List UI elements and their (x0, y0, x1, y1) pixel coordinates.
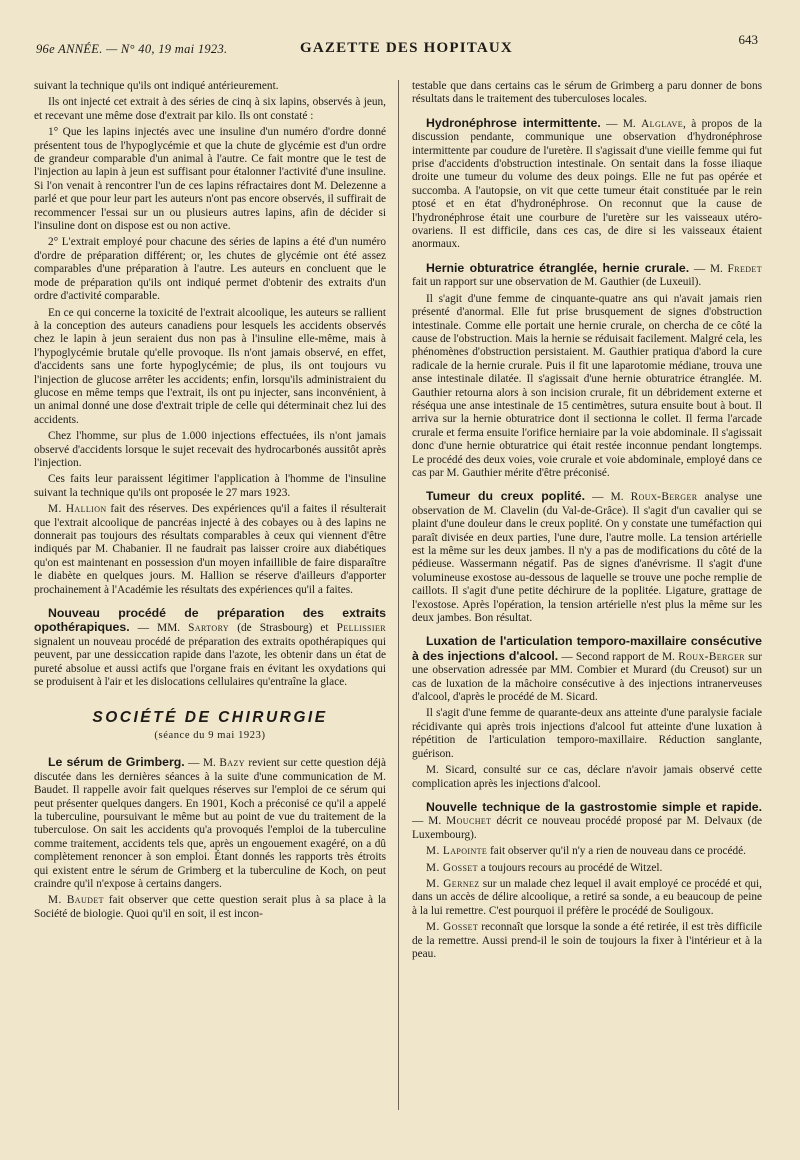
author-name: Roux-Berger (678, 650, 745, 663)
author-name: Bazy (219, 757, 245, 770)
paragraph: Ils ont injecté cet extrait à des séries de cinq à six lapins, observés à jeun, et recevant une même dose d'extrait par kilo. Ils ont constaté : (34, 96, 386, 122)
paragraph (412, 862, 762, 875)
section-title: Le sérum de Grimberg. (48, 755, 185, 770)
section-text: signalent un nouveau procédé de préparation des extraits opothérapiques qui peuvent, par une dessiccation rapide dans l'azote, les obtenir dans un état de pureté absolue et aussi actifs que l'organe frais en évitant les oxydations qui se produisent à l'air et les dislocations cellulaires qu'entraîne la glace. (34, 635, 386, 689)
paragraph-text: sur un malade chez lequel il avait employé ce procédé et qui, dans un accès de délire alcoolique, a retiré sa sonde, a eu beaucoup de peine à la lui remettre. C'est pourquoi il préfère le procédé de Souligoux. (412, 877, 762, 917)
section-hernie (412, 262, 762, 290)
paragraph (412, 878, 762, 918)
dash: — Second rapport de M. (558, 650, 679, 663)
column-divider (398, 80, 399, 1110)
paragraph-text: reconnaît que lorsque la sonde a été retirée, il est très difficile de la remettre. Aussi prend-il le soin de toujours la fixer à l'intérieur et à la peau. (412, 921, 763, 960)
dash: — M. (412, 815, 447, 828)
section-text: fait un rapport sur une observation de M. Gauthier (de Luxeuil). (412, 276, 702, 289)
dash: — MM. (129, 622, 189, 635)
text-mid: (de Strasbourg) et (229, 622, 337, 635)
paragraph (34, 503, 386, 597)
author-name: M. Baudet (48, 894, 104, 907)
author-name: M. Lapointe (426, 845, 488, 858)
section-title: Nouveau procédé de préparation des extraits opothérapiques. (34, 606, 386, 635)
section-title: Hernie obturatrice étranglée, hernie crurale. (426, 260, 690, 275)
seance-date: (séance du 9 mai 1923) (154, 729, 266, 741)
paragraph: Chez l'homme, sur plus de 1.000 injections effectuées, ils n'ont jamais observé d'accidents lorsque le sujet recevait des hydrocarbonés aussitôt après l'injection. (34, 430, 386, 469)
section-text: sur une observation adressée par MM. Combier et Murard (du Creusot) sur un cas de luxation de la mâchoire consécutive à des injections intranerveuses d'alcool, d'après le procédé de M. Sicard. (412, 650, 762, 704)
paragraph: Il s'agit d'une femme de cinquante-quatre ans qui n'avait jamais rien présenté d'anormal. Elle fut prise brusquement de signes d'obstruction intestinale. Comme elle portait une hernie crurale, on chercha de ce côté la cause de l'obstruction. Mais la hernie se réduisait facilement. Malgré cela, les phénomènes d'obstruction persistaient. M. Gauthier pratiqua d'abord la cure radicale de la hernie crurale. Puis il fit une laparotomie médiane, trouva une anse intestinale dilatée. Il s'agissait d'une hernie obturatrice étranglée. M. Gauthier retourna alors à son incision crurale, fit un débridement externe et réséqua une anse intestinale de 15 centimètres, sutura ensuite bout à bout. Il arriva sur la hernie obturatrice dont il sectionna le collet. Il ferma l'arcade crurale et ferma ensuite l'orifice herniaire par la voie abdominale. Il s'agissait donc d'une hernie obturatrice qui était restée inconnue pendant longtemps. Le procédé des deux voies, voie crurale et voie abdominale, employé dans ce cas par M. Gauthier mérite d'être préconisé. (412, 292, 762, 479)
paragraph: 2° L'extrait employé pour chacune des séries de lapins a été d'un numéro d'ordre de préparation différent; or, les chutes de glycémie ont été assez comparables d'une préparation à l'autre. Les auteurs en concluent que le mode de préparation qu'ils ont indiqué permet d'obtenir des extraits d'un ordre d'activité comparable. (34, 236, 386, 303)
paragraph: En ce qui concerne la toxicité de l'extrait alcoolique, les auteurs se rallient à la conception des auteurs canadiens pour lesquels les accidents observés chez le lapin à jeun seraient dus non pas à l'insuline elle-même, mais à l'hypoglycémie brutale qu'elle provoque. Ils n'ont jamais observé, en effet, d'accidents sans une forte hypoglycémie; de plus, ils ont toujours vu l'injection de glucose arrêter les accidents; enfin, lorsqu'ils administraient du glucose en même temps que l'extrait, ils ont pu injecter, sans inconvénient, à un animal donné une dose d'extrait triple de celle qui déterminait chez lui des accidents. (34, 306, 386, 426)
paragraph: M. Sicard, consulté sur ce cas, déclare n'avoir jamais observé cette complication après les injections d'alcool. (412, 764, 762, 790)
dash: — M. (689, 262, 728, 275)
author-name: M. Gosset (426, 921, 479, 934)
section-hydronephrose (412, 117, 762, 252)
section-text: , à propos de la discussion pendante, communique une observation d'hydronéphrose intermittente par coudure de l'uretère. Il s'agissait d'une vieille femme qui fut prise d'accidents d'obstruction intestinale. On sentait dans la fosse iliaque droite une tumeur du volume des deux poings. Elle ne fut pas opérée et succomba. A l'autopsie, on vit que cette tumeur était constituée par le rein ptosé et en état d'hydronéphrose. On reconnut que la cause de l'hydronéphrose était une courbure de l'uretère sur les vaisseaux utéro-ovariens. Il est difficile, dans ces cas, de dire si les vaisseaux étaient anormaux. (412, 117, 762, 251)
author-name: Pellissier (336, 622, 386, 635)
left-column (34, 80, 386, 924)
paragraph (412, 921, 762, 961)
author-name: Alglave (641, 117, 684, 130)
section-text: décrit ce nouveau procédé proposé par M. Delvaux (de Luxembourg). (412, 815, 762, 841)
paragraph: suivant la technique qu'ils ont indiqué antérieurement. (34, 80, 279, 92)
author-name: Sartory (188, 622, 230, 635)
issue-info: 96e ANNÉE. — N° 40, 19 mai 1923. (36, 42, 228, 56)
section-text: revient sur cette question déjà discutée dans les dernières séances à la suite d'une communication de M. Baudet. Il rappelle avoir fait quelques réserves sur l'emploi de ce sérum qui peut présenter quelques dangers. En 1901, Koch a préconisé ce qu'il a appelé la tuberculine, poursuivant le même but au point de vue du traitement de la tuberculose. On sait les accidents qu'a provoqués l'emploi de la tuberculine comme traitement, accidents tels que, après un engouement exagéré, on a dû complètement renoncer à son emploi. Étant donnés les rapports très étroits qui existent entre le sérum de Grimberg et la tuberculine de Koch, on peut craindre qu'il n'expose à certains dangers. (34, 757, 386, 890)
author-name: Fredet (727, 262, 763, 275)
paragraph (34, 894, 386, 921)
section-gastrostomie (412, 801, 762, 842)
right-column (412, 80, 762, 964)
page-number: 643 (738, 32, 758, 47)
author-name: Mouchet (446, 815, 492, 828)
paragraph: 1° Que les lapins injectés avec une insuline d'un numéro d'ordre donné présentent tous de l'hypoglycémie et que la chute de glycémie est d'un ordre de grandeur comparable d'un animal à l'autre. Ce fait montre que le test de l'injection au lapin à jeun est suffisant pour étalonner l'activité d'une insuline. Si l'on venait à rencontrer l'un de ces lapins réfractaires dont M. Delezenne a parlé et que pour leur part les auteurs n'ont pas encore observés, il suffirait de recommencer l'essai sur un ou plusieurs autres lapins, afin de décider si l'insuline dont on dispose est ou non active. (34, 126, 386, 233)
paragraph-text: fait des réserves. Des expériences qu'il a faites il résulterait que l'extrait alcoolique de pancréas injecté à des cobayes ou à des lapins ne donnerait pas toujours des résultats comparables à ceux qui viennent d'être indiqués par M. Chabanier. Il ne faudrait pas laisser croire aux diabétiques qu'on est maintenant en possession d'un moyen infaillible de faire disparaître le diabète en quelques jours. M. Hallion se réserve d'ailleurs d'apporter prochainement à l'Académie les résultats des expériences qu'il a faites. (34, 503, 386, 596)
paragraph: Il s'agit d'une femme de quarante-deux ans atteinte d'une paralysie faciale récidivante qui après trois injections d'alcool fut atteinte d'une luxation à répétition de l'articulation temporo-maxillaire. Réduction sanglante, guérison. (412, 707, 762, 760)
paragraph-text: a toujours recours au procédé de Witzel. (477, 861, 663, 874)
paragraph-text: fait observer qu'il n'y a rien de nouveau dans ce procédé. (487, 845, 746, 858)
dash: — M. (600, 117, 642, 130)
section-title: Nouvelle technique de la gastrostomie simple et rapide. (426, 799, 762, 814)
author-name: Roux-Berger (630, 491, 698, 504)
author-name: M. Hallion (48, 503, 107, 516)
paragraph-text: fait observer que cette question serait plus à sa place à la Société de biologie. Quoi qu'il en soit, il est incon- (34, 894, 386, 920)
section-title: Hydronéphrose intermittente. (426, 115, 601, 130)
section-tumeur (412, 490, 762, 625)
paragraph: testable que dans certains cas le sérum de Grimberg a paru donner de bons résultats dans le traitement des tuberculoses locales. (412, 80, 762, 106)
section-text: analyse une observation de M. Clavelin (du Val-de-Grâce). Il s'agit d'un cavalier qui se plaint d'une douleur dans le creux poplité. On y constate une tuméfaction qui paraît divisée en deux parties, l'une dure, l'autre molle. La tension artérielle est la même sur les deux jambes. Il n'y a pas de modifications du côté de la pédieuse. Wassermann négatif. Pas de signes d'anévrisme. Il s'agit d'une volumineuse exostose au-dessous de laquelle se trouve une poche remplie de caillots. Il s'agit d'une petite déchirure de la poplitée. Ligature, grattage de l'exostose. Après l'opération, la tension artérielle n'est plus la même sur les deux jambes. Bon résultat. (412, 491, 763, 625)
author-name: M. Gosset (426, 861, 478, 874)
section-luxation (412, 635, 762, 704)
paragraph: Ces faits leur paraissent légitimer l'application à l'homme de l'insuline suivant la technique qu'ils ont proposée le 27 mars 1923. (34, 473, 386, 499)
author-name: M. Gernez (426, 877, 480, 890)
dash: — M. (585, 491, 631, 504)
paragraph (412, 845, 762, 858)
section-title: Luxation de l'articulation temporo-maxillaire consécutive à des injections d'alcool. (412, 634, 762, 663)
dash: — M. (184, 757, 220, 770)
page-header (28, 32, 760, 66)
society-heading: SOCIÉTÉ DE CHIRURGIE (92, 709, 328, 727)
journal-title: GAZETTE DES HOPITAUX (300, 40, 513, 56)
section-title: Tumeur du creux poplité. (426, 489, 586, 504)
section-grimberg (34, 756, 386, 891)
section-opotherapiques (34, 607, 386, 689)
